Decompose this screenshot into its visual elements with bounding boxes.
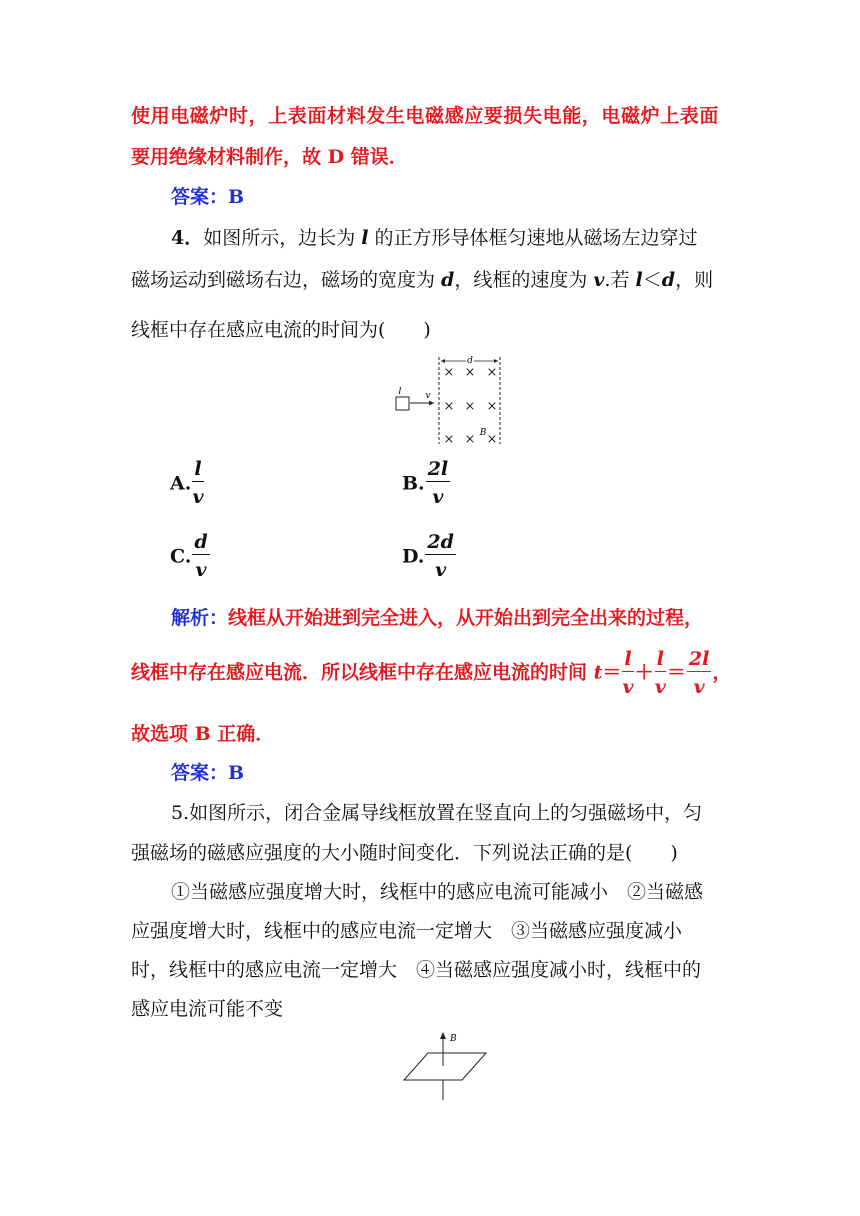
var-d: d xyxy=(661,269,676,291)
q4-analysis-line-2 xyxy=(131,650,731,697)
fraction-denominator: v xyxy=(693,676,705,698)
q4-text: 的正方形导体框匀速地从磁场左边穿过 xyxy=(368,227,698,249)
fraction-numerator: 2d xyxy=(427,531,454,553)
frame-l-label: l xyxy=(398,387,402,397)
answer-label: 答案： xyxy=(171,186,229,208)
analysis-text: 线框从开始进到完全进入，从开始出到完全出来的过程， xyxy=(228,607,704,629)
q4-figure xyxy=(390,352,510,448)
analysis-fraction-3 xyxy=(687,650,711,697)
prev-analysis-line-2: 要用绝缘材料制作，故 D 错误． xyxy=(131,146,408,168)
option-fraction xyxy=(192,533,209,580)
fraction-denominator: v xyxy=(192,486,204,508)
var-d: d xyxy=(441,269,455,291)
option-label: B. xyxy=(402,472,425,495)
option-c[interactable] xyxy=(170,533,211,580)
fraction-denominator: v xyxy=(654,676,666,698)
answer-value: B xyxy=(228,186,245,208)
q4-line-2 xyxy=(131,268,713,292)
var-l: l xyxy=(635,269,643,291)
option-label: C. xyxy=(170,545,192,568)
q5-line-5: 时，线框中的感应电流一定增大 ④当磁感应强度减小时，线框中的 xyxy=(131,959,702,981)
option-a[interactable] xyxy=(170,460,205,507)
var-v: v xyxy=(593,269,605,291)
field-cross: × xyxy=(443,365,455,380)
analysis-fraction-2 xyxy=(655,650,666,697)
fraction-numerator: l xyxy=(624,648,632,670)
field-b-label: B xyxy=(450,1034,457,1044)
square-frame xyxy=(396,397,409,410)
q5-line-3: ①当磁感应强度增大时，线框中的感应电流可能减小 ②当磁感 xyxy=(171,881,704,903)
q5-line-1: 5.如图所示，闭合金属导线框放置在竖直向上的匀强磁场中，匀 xyxy=(171,802,703,824)
answer-value: B xyxy=(228,762,245,784)
field-cross: × xyxy=(443,432,455,447)
analysis-text: 线框中存在感应电流．所以线框中存在感应电流的时间 xyxy=(131,661,594,684)
field-cross: × xyxy=(464,365,476,380)
var-l: l xyxy=(361,227,369,249)
q4-line-3: 线框中存在感应电流的时间为( ) xyxy=(131,319,431,341)
q4-text: 磁场运动到磁场右边，磁场的宽度为 xyxy=(131,269,442,291)
dimension-arrow-right xyxy=(494,359,498,363)
field-b-label: B xyxy=(479,428,487,438)
fraction-numerator: 2l xyxy=(427,458,449,480)
fraction-numerator: l xyxy=(656,648,664,670)
var-t: t xyxy=(593,661,603,684)
field-cross: × xyxy=(464,399,476,414)
less-than: ＜ xyxy=(642,269,662,291)
q4-number: 4． xyxy=(171,227,204,249)
fraction-numerator: 2l xyxy=(688,648,710,670)
q4-line-1 xyxy=(171,226,698,250)
option-label: D. xyxy=(402,545,425,568)
q4-analysis-line-1 xyxy=(171,606,703,630)
q5-figure xyxy=(398,1028,494,1104)
option-fraction xyxy=(425,533,456,580)
answer-4 xyxy=(171,761,244,785)
analysis-label: 解析： xyxy=(171,607,229,629)
q5-line-6: 感应电流可能不变 xyxy=(131,998,284,1020)
fraction-numerator: l xyxy=(194,458,202,480)
field-width-label: d xyxy=(467,356,473,366)
option-label: A. xyxy=(170,472,192,495)
field-cross: × xyxy=(486,399,498,414)
fraction-denominator: v xyxy=(435,559,447,581)
q5-line-4: 应强度增大时，线框中的感应电流一定增大 ③当磁感应强度减小 xyxy=(131,920,683,942)
q4-text: 如图所示，边长为 xyxy=(203,227,362,249)
q4-analysis-line-3: 故选项 B 正确． xyxy=(131,723,275,745)
velocity-label: v xyxy=(425,391,431,401)
answer-3 xyxy=(171,185,244,209)
option-b[interactable] xyxy=(402,460,451,507)
q4-text: ，则 xyxy=(675,269,714,291)
wire-frame xyxy=(404,1053,486,1080)
q4-text: ，线框的速度为 xyxy=(454,269,594,291)
option-fraction xyxy=(426,460,450,507)
q5-line-2: 强磁场的磁感应强度的大小随时间变化．下列说法正确的是( ) xyxy=(131,842,678,864)
field-cross: × xyxy=(464,432,476,447)
answer-label: 答案： xyxy=(171,762,229,784)
q4-text: .若 xyxy=(604,269,636,291)
plus-sign: ＋ xyxy=(634,661,654,684)
fraction-denominator: v xyxy=(195,559,207,581)
dimension-arrow-left xyxy=(441,359,445,363)
fraction-numerator: d xyxy=(194,531,208,553)
field-cross: × xyxy=(486,432,498,447)
fraction-denominator: v xyxy=(432,486,444,508)
field-cross: × xyxy=(486,365,498,380)
velocity-arrowhead xyxy=(429,401,434,406)
prev-analysis-line-1: 使用电磁炉时，上表面材料发生电磁感应要损失电能，电磁炉上表面 xyxy=(131,105,720,127)
fraction-denominator: v xyxy=(622,676,634,698)
option-d[interactable] xyxy=(402,533,457,580)
field-arrowhead xyxy=(440,1032,446,1039)
field-cross: × xyxy=(443,399,455,414)
analysis-fraction-1 xyxy=(622,650,633,697)
option-fraction xyxy=(192,460,203,507)
equals-sign: ＝ xyxy=(602,661,622,684)
equals-sign: ＝ xyxy=(666,661,686,684)
comma: ， xyxy=(712,661,732,684)
